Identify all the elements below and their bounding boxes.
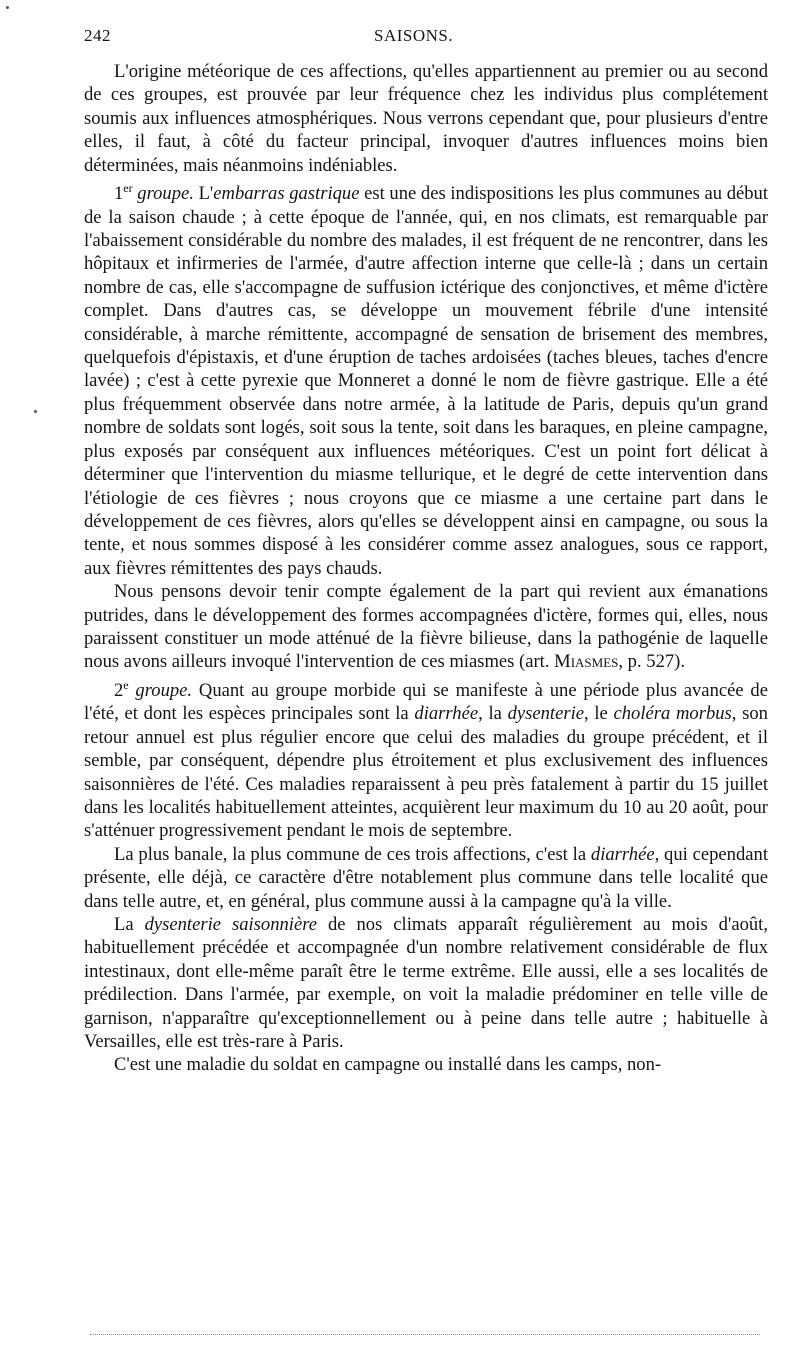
italic-text: groupe. (132, 183, 194, 205)
italic-text: diarrhée (414, 703, 479, 725)
edge-speck (6, 6, 9, 9)
paragraph (84, 843, 768, 913)
italic-text: diarrhée (590, 843, 655, 865)
body-text (84, 60, 768, 1077)
small-caps-text: Miasmes (554, 651, 619, 673)
paragraph (84, 674, 768, 843)
text-run: C'est une maladie du soldat en campagne ou installé dans les camps, non- (114, 1054, 662, 1076)
paragraph (84, 60, 768, 177)
paragraph (84, 177, 768, 580)
page (84, 26, 768, 1077)
text-run: , son retour annuel est plus régulier encore que celui des maladies du groupe précédent, et il semble, par conséquent, dépendre plus étroitement et plus exclusivement des influences saisonnières de l'été. Ces maladies reparaissent à peu près fatalement à partir du 15 juillet dans les localités habituellement atteintes, acquièrent leur maximum du 10 au 20 août, pour s'atténuer progressivement pendant le mois de septembre. (84, 703, 768, 842)
paragraph (84, 1053, 768, 1076)
edge-speck (34, 410, 37, 413)
text-run: , p. 527). (618, 651, 685, 673)
text-run: L'origine météorique de ces affections, qu'elles appartiennent au premier ou au second de ces groupes, est prouvée par leur fréquence chez les individus plus complétement soumis aux influences atmosphériques. Nous verrons cependant que, pour plusieurs d'entre elles, il faut, à côté du facteur principal, invoquer d'autres influences moins bien déterminées, mais néanmoins indéniables. (84, 61, 768, 176)
text-run: 2 (114, 679, 124, 701)
italic-text: embarras gastrique (213, 183, 360, 205)
italic-text: choléra morbus (613, 703, 732, 725)
paragraph (84, 580, 768, 674)
text-run: , qui cependant présente, elle déjà, ce caractère d'être notablement plus commune dans telle localité que dans telle autre, et, en général, plus commune aussi à la campagne qu'à la ville. (84, 843, 768, 912)
page-header (84, 26, 768, 60)
text-run: 1 (114, 183, 124, 205)
running-head: SAISONS. (374, 26, 454, 45)
page-number: 242 (84, 26, 111, 45)
italic-text: dysenterie (507, 703, 584, 725)
text-run: est une des indispositions les plus communes au début de la saison chaude ; à cette époque de l'année, qui, en nos climats, est remarquable par l'abaissement considérable du nombre des malades, il est fréquent de ne rencontrer, dans les hôpitaux et infirmeries de l'armée, d'autre affection interne que celle-là ; dans un certain nombre de cas, elle s'accompagne de suffusion ictérique des conjonctives, et même d'ictère complet. Dans d'autres cas, se développe un mouvement fébrile d'une intensité considérable, à marche rémittente, accompagné de sensation de brisement des membres, quelquefois d'épistaxis, et d'une éruption de taches ardoisées (taches bleues, taches d'encre lavée) ; c'est à cette pyrexie que Monneret a donné le nom de fièvre gastrique. Elle a été plus fréquemment observée dans notre armée, à la latitude de Paris, depuis qu'un grand nombre de soldats sont logés, soit sous la tente, soit dans les baraques, en pleine campagne, plus exposés par conséquent aux influences météoriques. C'est un point fort délicat à déterminer que l'intervention du miasme tellurique, et le degré de cette intervention dans l'étiologie de ces fièvres ; nous croyons que ce miasme a une certaine part dans le développement de ces fièvres, alors qu'elles se développent ainsi en campagne, ou sous la tente, et nous sommes disposé à les considérer comme assez analogues, sous ce rapport, aux fièvres rémittentes des pays chauds. (84, 183, 769, 579)
superscript: er (123, 181, 133, 196)
italic-text: dysenterie saisonnière (144, 914, 318, 935)
text-run: La plus banale, la plus commune de ces trois affections, c'est la (114, 843, 591, 865)
text-run: Nous pensons devoir tenir compte également de la part qui revient aux émanations putrides, dans le développement des formes accompagnées d'ictère, formes qui, elles, nous paraissent constituer un mode atténué de la fièvre bilieuse, dans la pathogénie de laquelle nous avons ailleurs invoqué l'intervention de ces miasmes (art. (84, 581, 768, 673)
text-run: , la (478, 703, 508, 725)
paragraph (84, 913, 768, 1053)
text-run: de nos climats apparaît régulièrement au mois d'août, habituellement précédée et accompagnée d'un nombre relativement considérable de flux intestinaux, dont elle-même paraît être le terme extrême. Elle aussi, elle a ses localités de prédilection. Dans l'armée, par exemple, on voit la maladie prédominer en telle ville de garnison, n'apparaître qu'exceptionnellement ou à peine dans telle autre ; habituelle à Versailles, elle est très-rare à Paris. (84, 914, 768, 1053)
footer-rule (90, 1334, 760, 1335)
text-run: , le (584, 703, 614, 725)
superscript: e (123, 677, 129, 692)
text-run: Quant au groupe morbide qui se manifeste à une période plus avancée de l'été, et dont les espèces principales sont la (84, 679, 768, 725)
text-run: La (114, 914, 145, 935)
text-run: L' (193, 183, 214, 205)
italic-text: groupe. (128, 679, 193, 701)
